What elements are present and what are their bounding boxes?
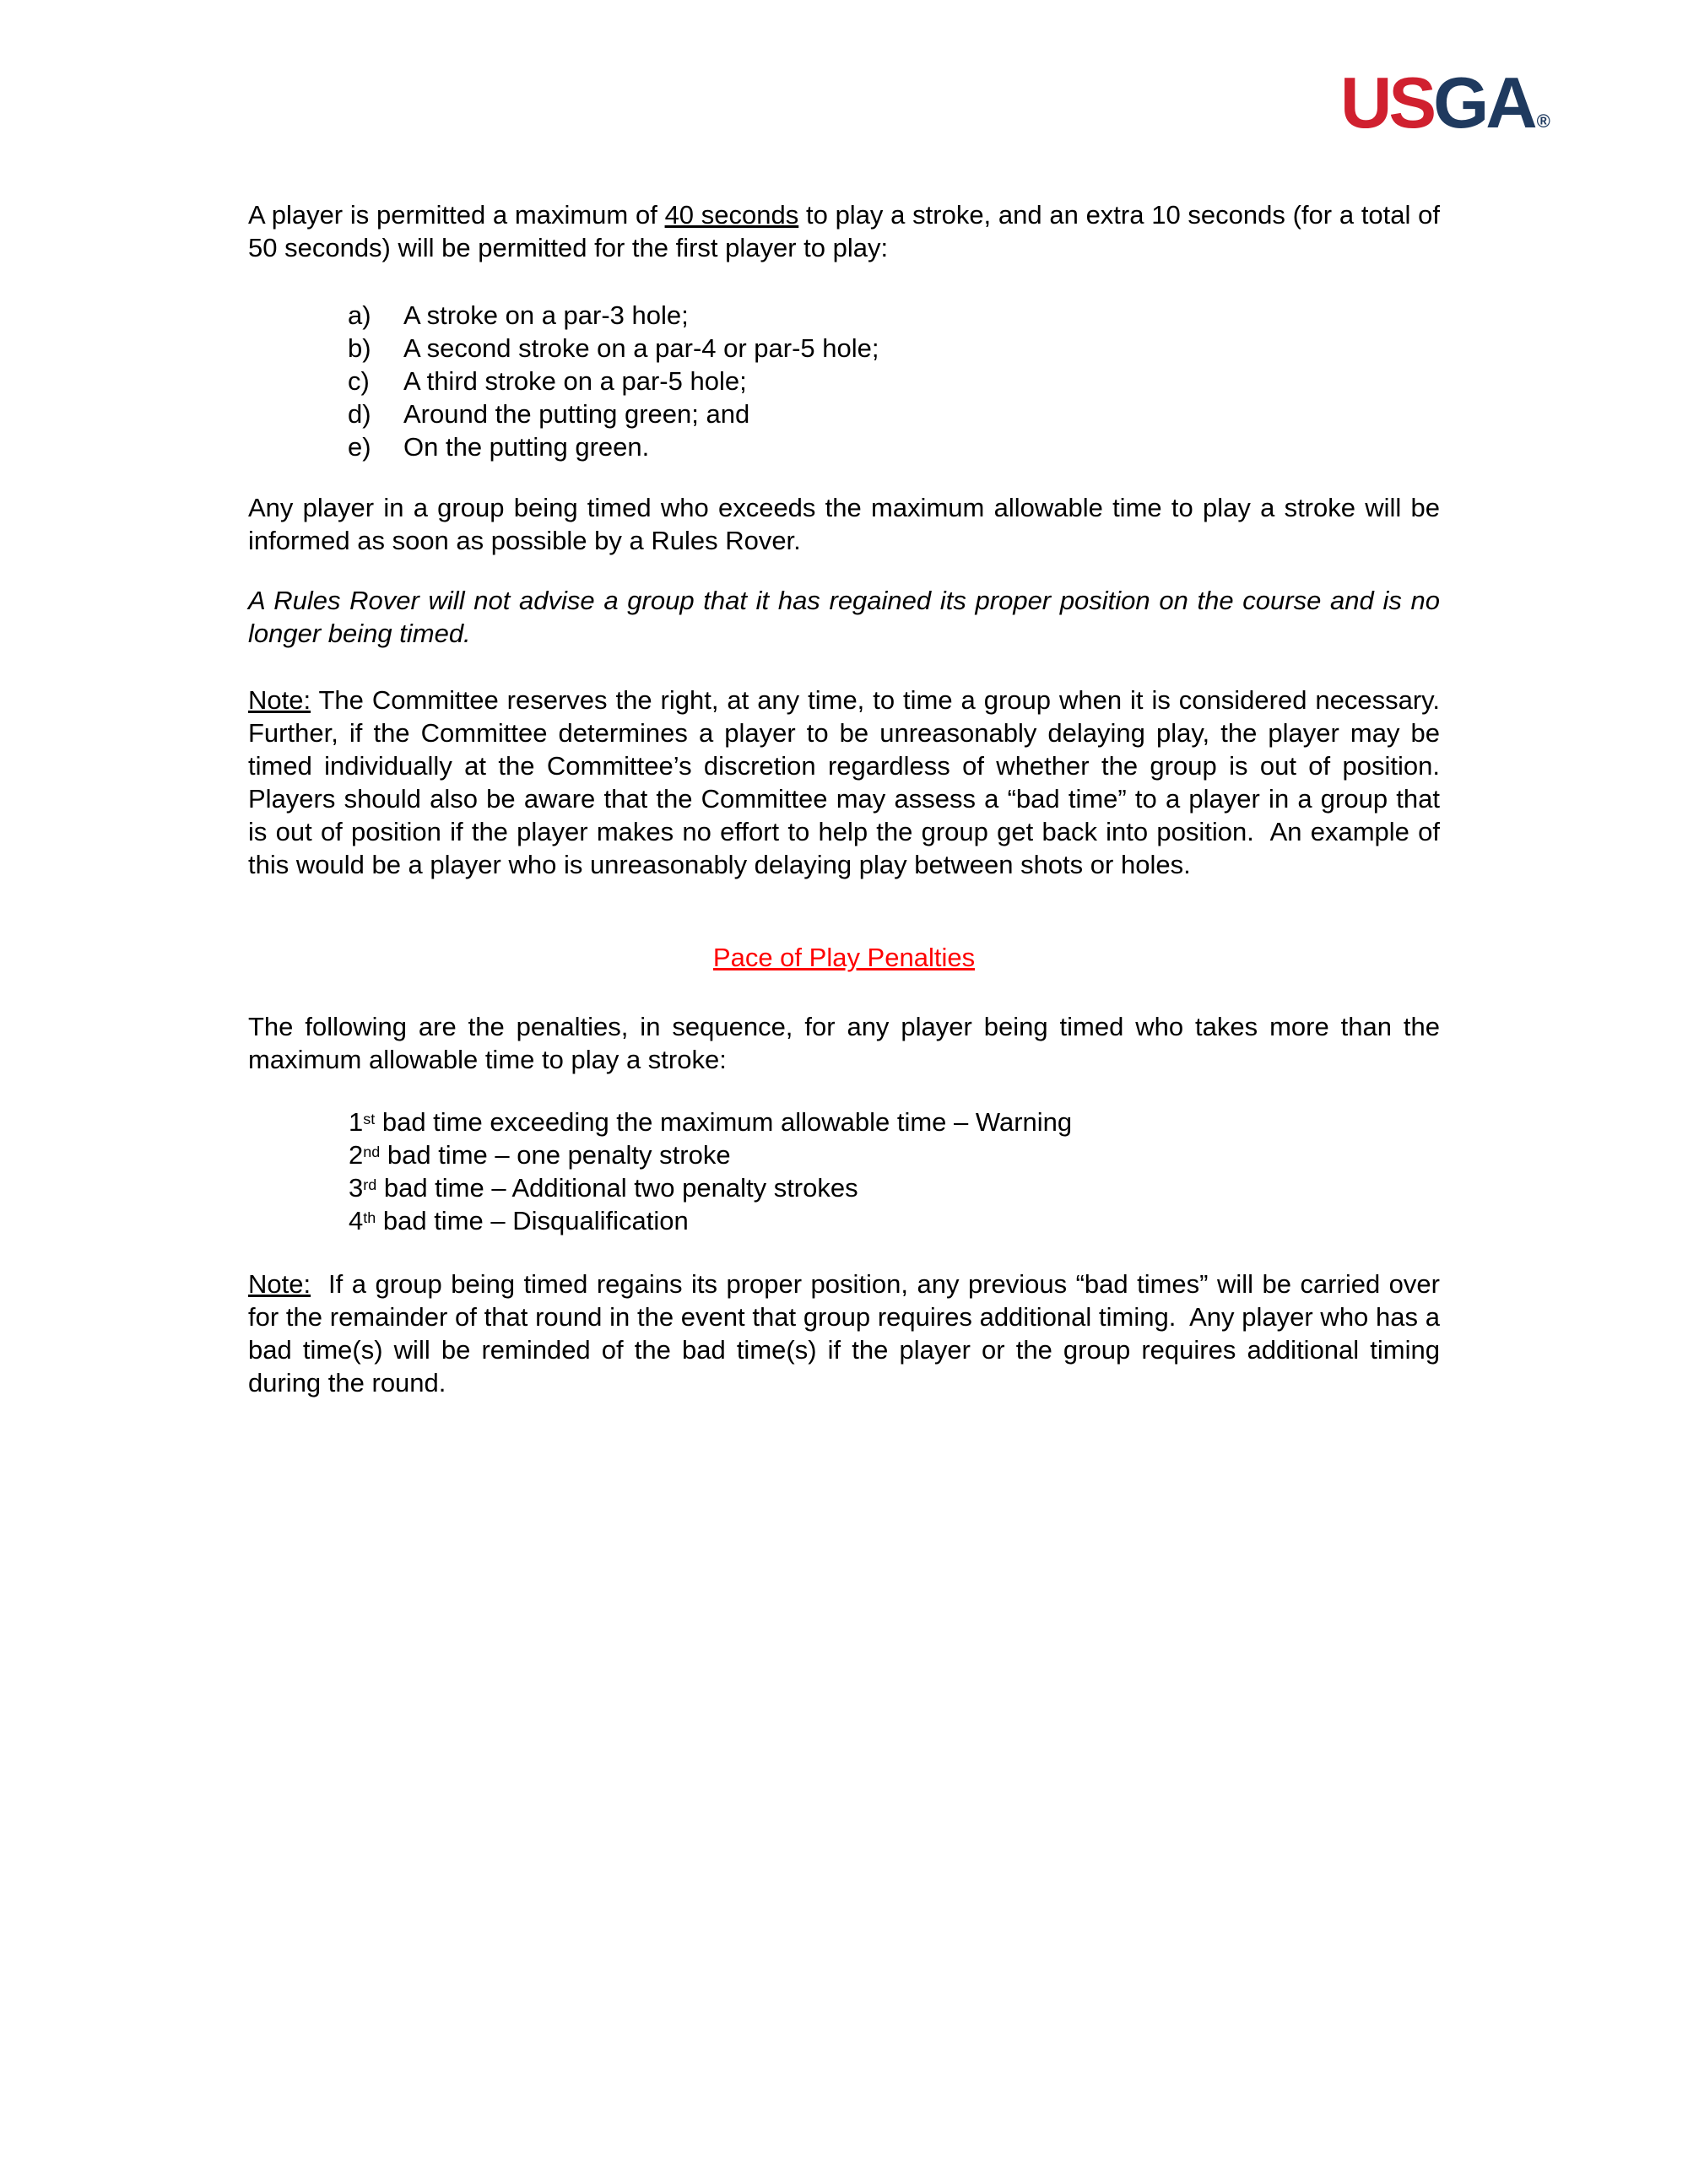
list-item — [248, 1171, 1440, 1204]
ordinal: 2 — [349, 1140, 364, 1170]
list-text: Around the putting green; and — [403, 399, 750, 429]
intro-lead: A player is permitted a maximum of — [248, 200, 665, 230]
list-text: On the putting green. — [403, 432, 650, 462]
list-marker: c) — [348, 366, 370, 396]
list-marker: b) — [348, 333, 371, 363]
penalties-heading: Pace of Play Penalties — [712, 943, 976, 972]
intro-rest: to play a stroke, and an extra 10 seconds (for a total of 50 seconds) will be permitted for the first player to play: — [248, 200, 1441, 262]
note-body: If a group being timed regains its proper position, any previous “bad times” will be carried over for the remainder of that round in the event that group requires additional timing. Any player who has a bad time(s) will be reminded of the bad time(s) if the player or the group requires additional timing during the round. — [248, 1269, 1447, 1397]
list-item — [248, 1138, 1440, 1171]
ordinal: 4 — [349, 1206, 364, 1235]
list-item — [248, 430, 1440, 463]
list-marker: d) — [348, 399, 371, 429]
list-text: A stroke on a par-3 hole; — [403, 300, 689, 330]
list-text: A third stroke on a par-5 hole; — [403, 366, 747, 396]
usga-logo-us: US — [1340, 63, 1434, 143]
penalty-text: bad time – Additional two penalty strokes — [376, 1173, 858, 1203]
list-item — [248, 1106, 1440, 1138]
penalty-text: bad time exceeding the maximum allowable time – Warning — [375, 1107, 1073, 1137]
penalties-list — [248, 1106, 1440, 1237]
note-label: Note: — [248, 1269, 311, 1299]
list-item — [248, 397, 1440, 430]
penalty-text: bad time – Disqualification — [376, 1206, 689, 1235]
timed-info-paragraph: Any player in a group being timed who exceeds the maximum allowable time to play a stroke will be informed as soon as possible by a Rules Rover. — [248, 493, 1440, 555]
usga-logo — [1340, 63, 1550, 143]
penalties-intro-paragraph: The following are the penalties, in sequence, for any player being timed who takes more than the maximum allowable time to play a stroke: — [248, 1012, 1440, 1074]
ordinal-suffix: st — [363, 1110, 376, 1127]
list-item — [248, 365, 1440, 397]
note-carryover-paragraph — [248, 1268, 1447, 1399]
ordinal: 1 — [349, 1107, 364, 1137]
list-marker: e) — [348, 432, 371, 462]
rover-italic-paragraph: A Rules Rover will not advise a group that it has regained its proper position on the course and is no longer being timed. — [248, 586, 1440, 648]
ordinal: 3 — [349, 1173, 364, 1203]
intro-underlined-40-seconds: 40 seconds — [664, 200, 799, 230]
list-item — [248, 299, 1440, 332]
intro-paragraph — [248, 198, 1440, 264]
penalty-text: bad time – one penalty stroke — [380, 1140, 731, 1170]
list-text: A second stroke on a par-4 or par-5 hole; — [403, 333, 879, 363]
stroke-list — [248, 299, 1440, 463]
usga-logo-ga: GA — [1433, 63, 1534, 143]
note-label: Note: — [248, 685, 311, 715]
note-timing-paragraph — [248, 684, 1455, 881]
list-marker: a) — [348, 300, 371, 330]
list-item — [248, 332, 1440, 365]
ordinal-suffix: rd — [363, 1176, 377, 1193]
list-item — [248, 1204, 1440, 1237]
registered-trademark-icon: ® — [1536, 111, 1550, 132]
note-body: The Committee reserves the right, at any time, to time a group when it is considered necessary. Further, if the Committee determines a player to be unreasonably delaying play, the player may be timed individually at the Committee’s discretion regardless of whether the group is out of position. Players should also be aware that the Committee may assess a “bad time” to a player in a group that is out of position if the player makes no effort to help the group get back into position. An example of this would be a player who is unreasonably delaying play between shots or holes. — [248, 685, 1455, 879]
ordinal-suffix: th — [363, 1208, 376, 1226]
ordinal-suffix: nd — [363, 1143, 381, 1160]
